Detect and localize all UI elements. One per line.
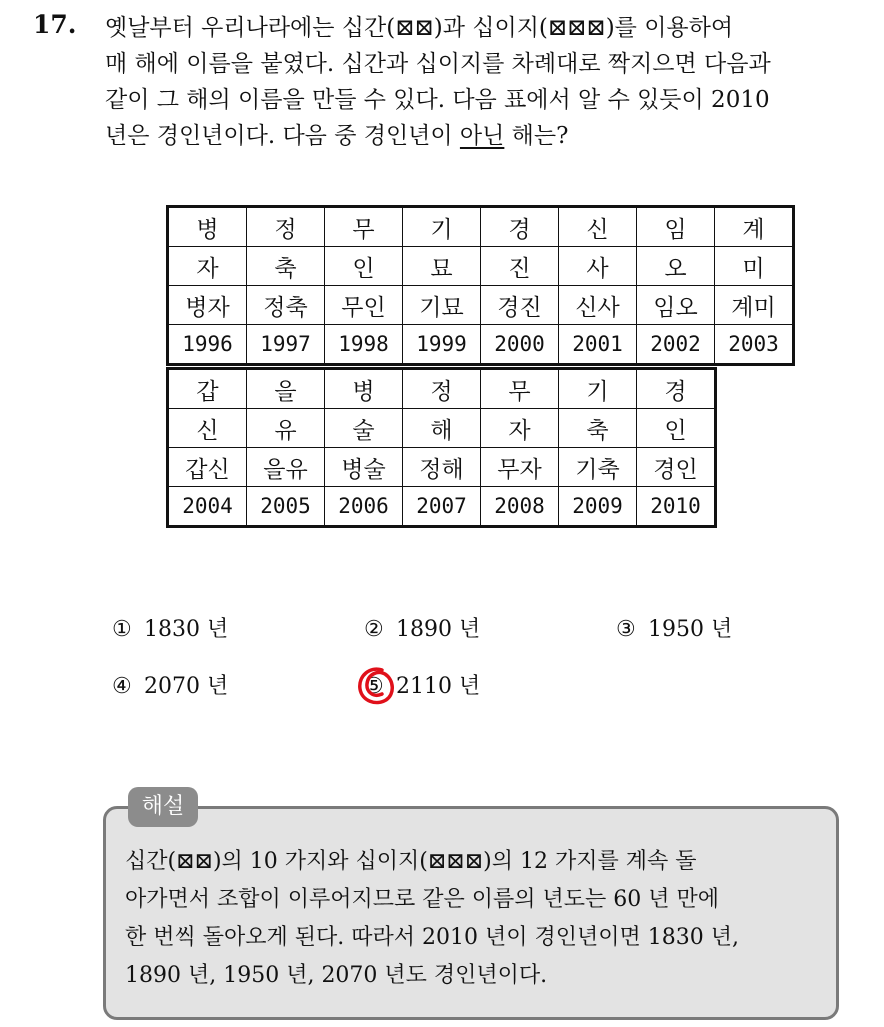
question-text — [105, 10, 865, 154]
table-cell: 1997 — [247, 325, 325, 365]
table-cell: 2006 — [325, 487, 403, 527]
stem-row — [168, 369, 716, 409]
table-cell: 병 — [325, 369, 403, 409]
table-cell: 기축 — [559, 448, 637, 487]
choice-text: 1890 년 — [396, 617, 481, 642]
table-cell: 2002 — [637, 325, 715, 365]
table-cell: 경진 — [481, 286, 559, 325]
table-cell: 병 — [168, 207, 247, 247]
choice-text: 2070 년 — [144, 674, 229, 699]
choice-2[interactable] — [364, 615, 480, 645]
name-row — [168, 286, 794, 325]
table-cell: 술 — [325, 409, 403, 448]
underlined-word: 아닌 — [459, 123, 505, 149]
table-cell: 유 — [247, 409, 325, 448]
table-cell: 2009 — [559, 487, 637, 527]
table-cell: 을유 — [247, 448, 325, 487]
question-line-4-head: 년은 경인년이다. 다음 중 경인년이 — [105, 123, 460, 149]
explanation-line-2: 아가면서 조합이 이루어지므로 같은 이름의 년도는 60 년 만에 — [125, 887, 719, 912]
question-line-3: 같이 그 해의 이름을 만들 수 있다. 다음 표에서 알 수 있듯이 2010 — [105, 87, 770, 113]
table-cell: 무인 — [325, 286, 403, 325]
table-cell: 축 — [247, 247, 325, 286]
table-cell: 병자 — [168, 286, 247, 325]
year-row — [168, 325, 794, 365]
table-cell: 경 — [481, 207, 559, 247]
explanation-line-4: 1890 년, 1950 년, 2070 년도 경인년이다. — [125, 963, 548, 988]
table-cell: 계 — [715, 207, 794, 247]
question-line-4 — [105, 118, 865, 154]
table-cell: 인 — [637, 409, 716, 448]
question-line-4-tail: 해는? — [504, 123, 569, 149]
table-cell: 미 — [715, 247, 794, 286]
question-line-2: 매 해에 이름을 붙였다. 십간과 십이지를 차례대로 짝지으면 다음과 — [105, 51, 771, 77]
explanation-line-3: 한 번씩 돌아오게 된다. 따라서 2010 년이 경인년이면 1830 년, — [125, 925, 739, 950]
table-cell: 을 — [247, 369, 325, 409]
table-cell: 기 — [559, 369, 637, 409]
table-cell: 무 — [325, 207, 403, 247]
year-table-2 — [166, 367, 717, 528]
table-cell: 경 — [637, 369, 716, 409]
explanation-tag: 해설 — [128, 787, 198, 827]
table-cell: 2010 — [637, 487, 716, 527]
table-cell: 해 — [403, 409, 481, 448]
choice-text: 2110 년 — [396, 674, 481, 699]
table-cell: 정 — [247, 207, 325, 247]
choice-1[interactable] — [112, 615, 228, 645]
table-cell: 자 — [168, 247, 247, 286]
table-cell: 2000 — [481, 325, 559, 365]
table-cell: 신 — [559, 207, 637, 247]
table-cell: 1996 — [168, 325, 247, 365]
table-cell: 병술 — [325, 448, 403, 487]
table-cell: 2004 — [168, 487, 247, 527]
table-cell: 2007 — [403, 487, 481, 527]
table-cell: 묘 — [403, 247, 481, 286]
explanation-line-1: 십간(⊠⊠)의 10 가지와 십이지(⊠⊠⊠)의 12 가지를 계속 돌 — [125, 849, 697, 874]
name-row — [168, 448, 716, 487]
table-cell: 경인 — [637, 448, 716, 487]
table-cell: 진 — [481, 247, 559, 286]
table-cell: 오 — [637, 247, 715, 286]
table-cell: 신 — [168, 409, 247, 448]
table-cell: 기 — [403, 207, 481, 247]
table-cell: 1998 — [325, 325, 403, 365]
choice-text: 1950 년 — [648, 617, 733, 642]
table-cell: 정 — [403, 369, 481, 409]
table-cell: 무자 — [481, 448, 559, 487]
table-cell: 기묘 — [403, 286, 481, 325]
table-cell: 갑신 — [168, 448, 247, 487]
question-number: 17. — [33, 10, 77, 39]
table-cell: 인 — [325, 247, 403, 286]
choice-mark: ① — [112, 617, 132, 642]
explanation-text — [125, 843, 825, 995]
table-cell: 정축 — [247, 286, 325, 325]
choice-4[interactable] — [112, 672, 228, 702]
table-cell: 임 — [637, 207, 715, 247]
choice-mark: ④ — [112, 674, 132, 699]
table-cell: 신사 — [559, 286, 637, 325]
table-cell: 정해 — [403, 448, 481, 487]
table-cell: 자 — [481, 409, 559, 448]
table-cell: 2003 — [715, 325, 794, 365]
year-row — [168, 487, 716, 527]
choice-mark: ⑤ — [364, 674, 384, 699]
table-cell: 임오 — [637, 286, 715, 325]
answer-circle-icon — [352, 662, 400, 710]
year-table-1 — [166, 205, 795, 366]
table-cell: 2001 — [559, 325, 637, 365]
choice-text: 1830 년 — [144, 617, 229, 642]
table-cell: 갑 — [168, 369, 247, 409]
question-line-1: 옛날부터 우리나라에는 십간(⊠⊠)과 십이지(⊠⊠⊠)를 이용하여 — [105, 15, 734, 41]
table-cell: 계미 — [715, 286, 794, 325]
choice-mark: ③ — [616, 617, 636, 642]
table-cell: 2008 — [481, 487, 559, 527]
stem-row — [168, 207, 794, 247]
table-cell: 축 — [559, 409, 637, 448]
table-cell: 무 — [481, 369, 559, 409]
choice-3[interactable] — [616, 615, 732, 645]
choice-mark: ② — [364, 617, 384, 642]
table-cell: 1999 — [403, 325, 481, 365]
branch-row — [168, 409, 716, 448]
table-cell: 사 — [559, 247, 637, 286]
branch-row — [168, 247, 794, 286]
table-cell: 2005 — [247, 487, 325, 527]
